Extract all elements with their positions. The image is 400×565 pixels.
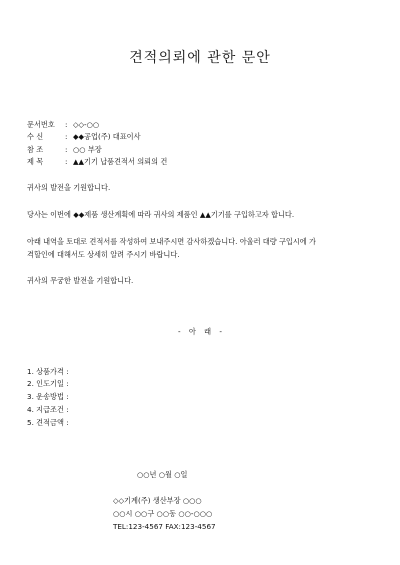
closing-text: 귀사의 무궁한 발전을 기원합니다. [27,276,134,285]
subject-value: ▲▲기기 납품견적서 의뢰의 건 [73,157,168,166]
reference-value: ○○ 부장 [73,145,102,154]
body-paragraph-2-line-1: 아래 내역을 토대로 견적서를 작성하여 보내주시면 감사하겠습니다. 아울러 대량 구입시에 가 [27,237,316,246]
sender-address: ○○시 ○○구 ○○동 ○○-○○○ [113,509,213,518]
body-paragraph-1: 당사는 이번에 ◆◆제품 생산계획에 따라 귀사의 제품인 ▲▲기기를 구입하고자 합니다. [27,210,295,219]
body-paragraph-2-line-2: 격할인에 대해서도 상세히 알려 주시기 바랍니다. [27,250,180,259]
subject-label: 제 목 [27,157,44,166]
reference-label: 참 조 [27,145,44,154]
sender-company: ◇◇기계(주) 생산부장 ○○○ [113,496,202,505]
sender-contact: TEL:123-4567 FAX:123-4567 [113,522,216,531]
header-reference: 참 조 : ○○ 부장 [27,145,102,154]
greeting-text: 귀사의 발전을 기원합니다. [27,183,111,192]
list-item: 4. 지급조건 : [27,405,69,414]
doc-no-label: 문서번호 [27,120,55,129]
header-doc-no: 문서번호 : ◇◇-○○ [27,120,100,129]
header-subject: 제 목 : ▲▲기기 납품견적서 의뢰의 건 [27,157,168,166]
document-title: 견적의뢰에 관한 문안 [129,50,271,66]
list-item: 1. 상품가격 : [27,367,69,376]
document-date: ○○년 ○월 ○일 [137,470,188,479]
list-item: 2. 인도기일 : [27,379,69,388]
section-mark: - 아 래 - [178,327,222,336]
header-recipient: 수 신 : ◆◆공업(주) 대표이사 [27,132,141,141]
doc-no-value: ◇◇-○○ [73,120,100,129]
recipient-value: ◆◆공업(주) 대표이사 [73,132,141,141]
list-item: 3. 운송방법 : [27,392,69,401]
recipient-label: 수 신 [27,132,44,141]
list-item: 5. 견적금액 : [27,418,69,427]
